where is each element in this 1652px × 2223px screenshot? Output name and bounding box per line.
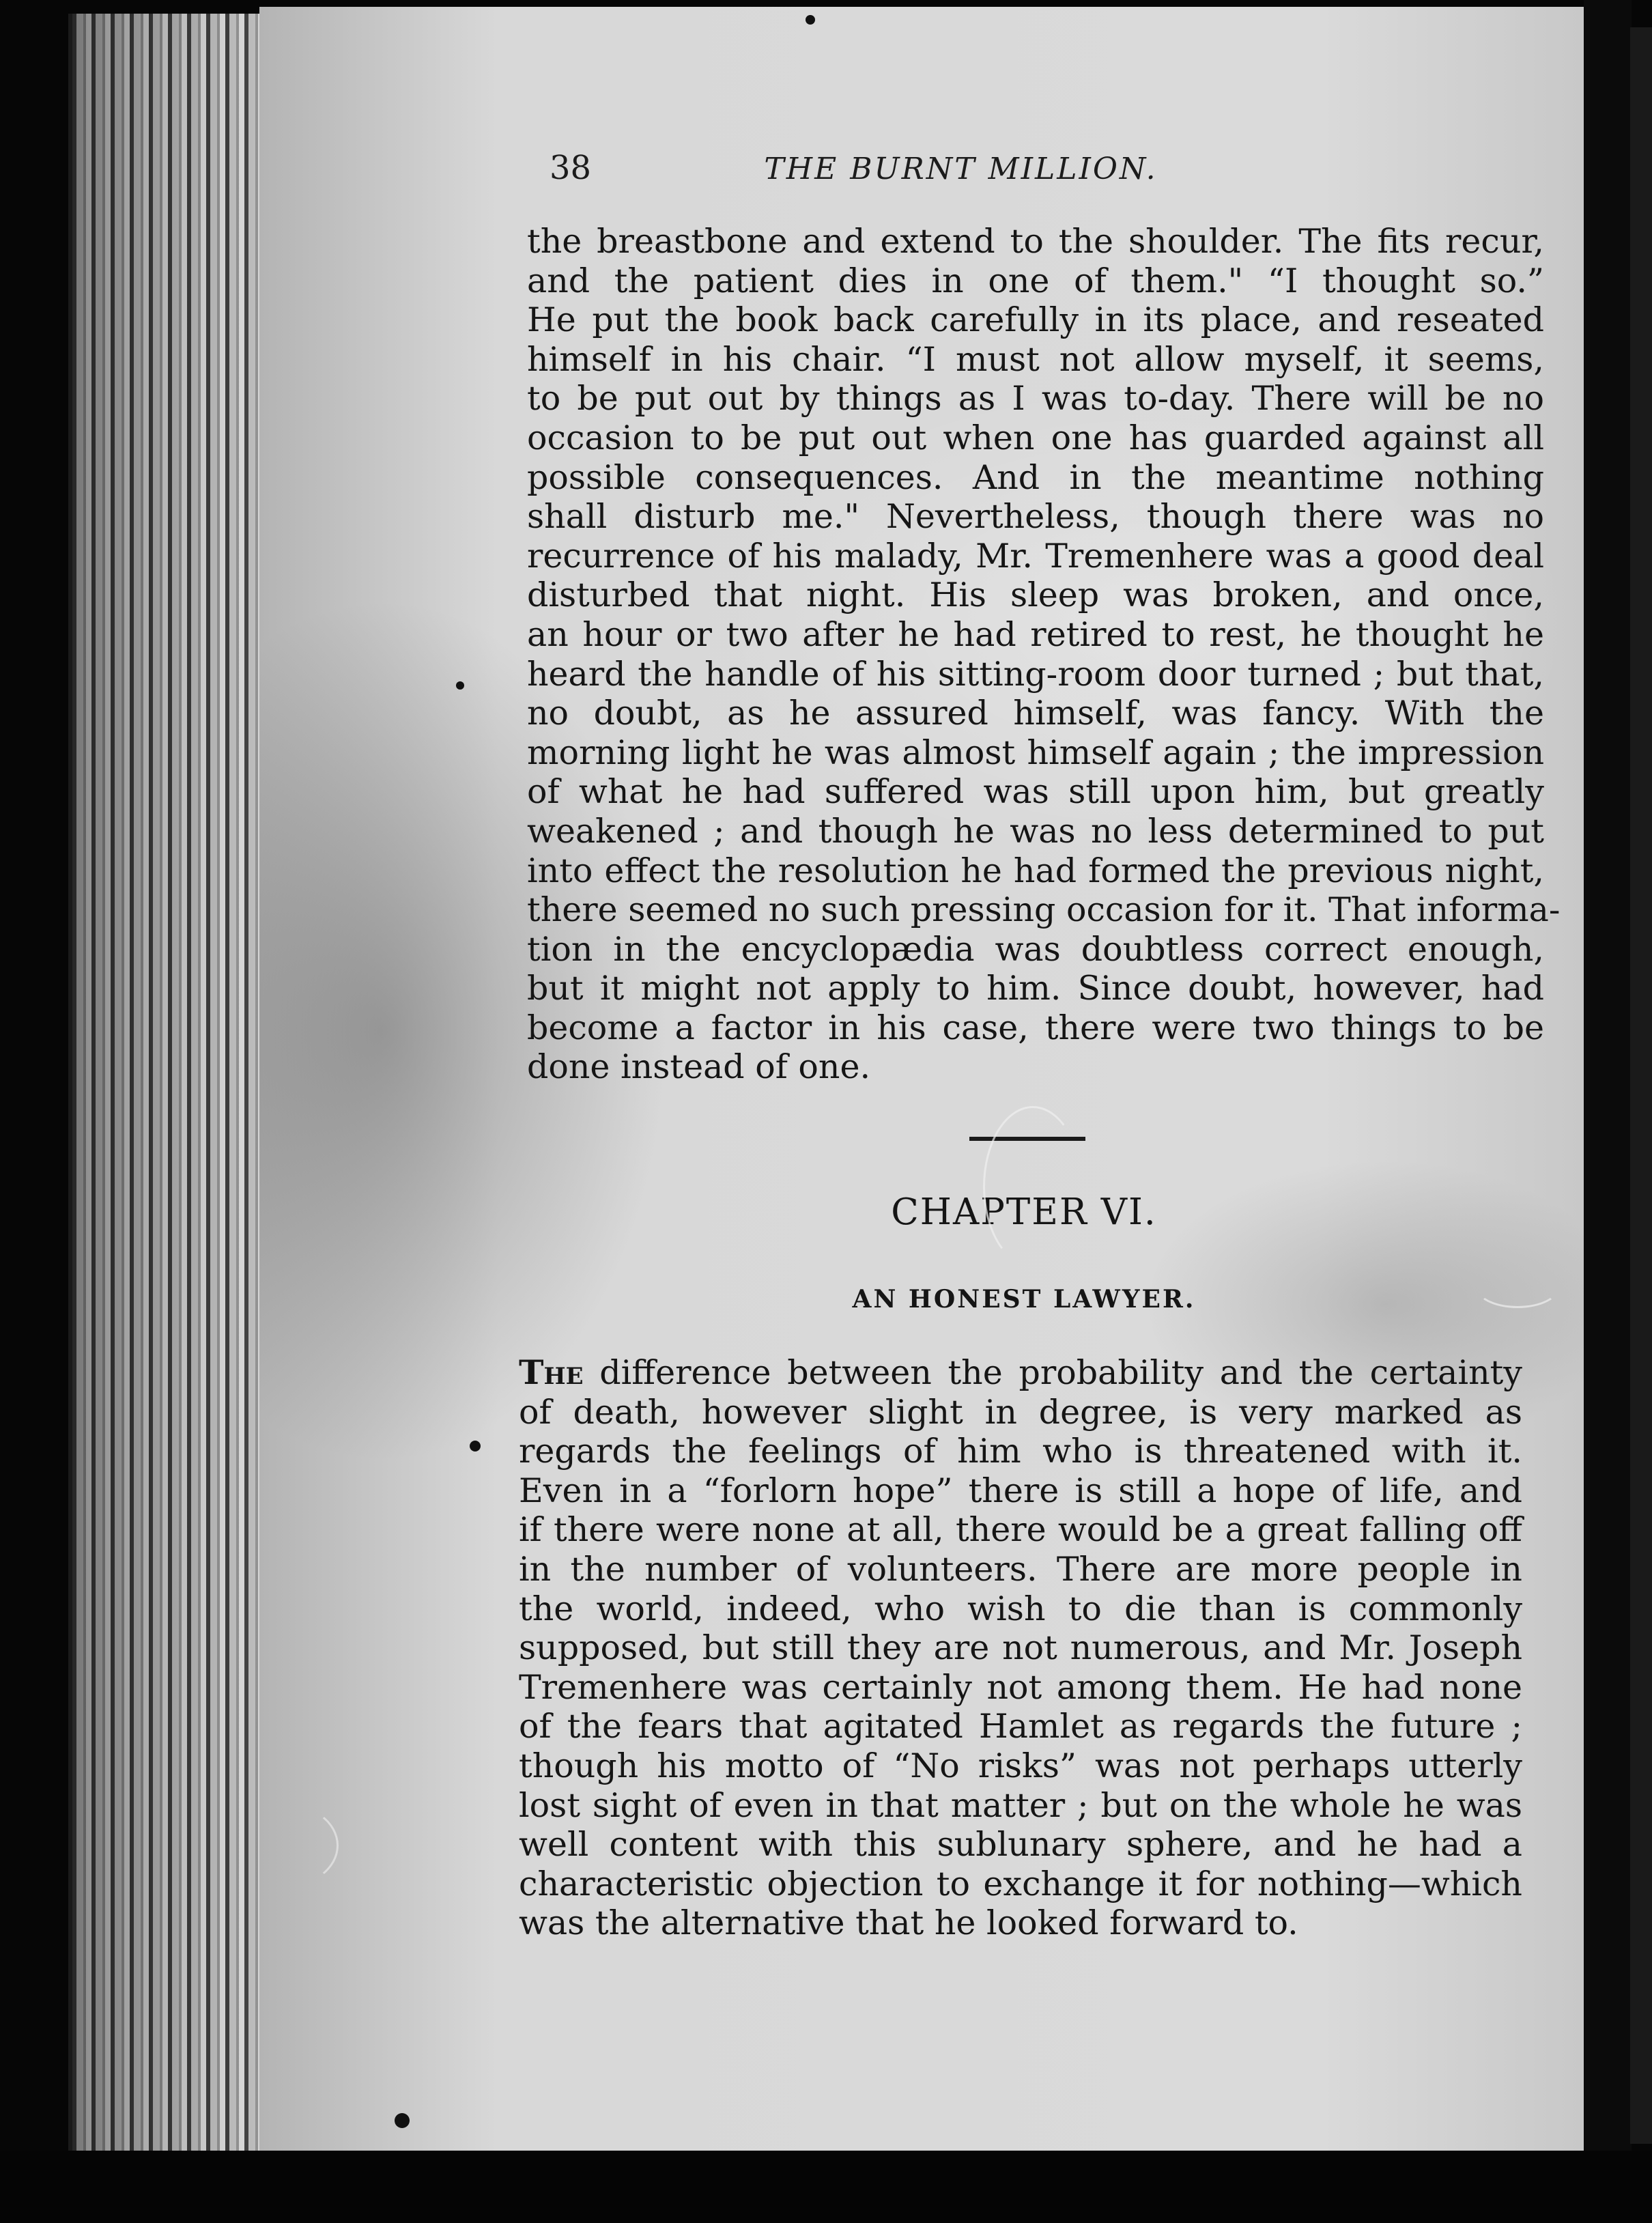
text-line: heard the handle of his sitting-room door turned ; but that, [527,654,1544,694]
ink-speck [395,2113,410,2128]
text-line: morning light he was almost himself again ; the impression [527,733,1544,772]
text-line: occasion to be put out when one has guarded against all [527,418,1544,457]
facing-page-edge [1630,27,1652,2144]
text-line: done instead of one. [527,1047,871,1087]
text-line: but it might not apply to him. Since doubt, however, had [527,969,1544,1008]
text-line: into effect the resolution he had formed the previous night, [527,851,1544,890]
ink-speck [470,1441,481,1452]
text-line: shall disturb me." Nevertheless, though there was no [527,497,1544,537]
text-line: was the alternative that he looked forward to. [519,1903,1298,1943]
text-line: He put the book back carefully in its place, and reseated [527,300,1544,340]
ink-speck [806,15,815,25]
first-line-text: difference between the probability and the certainty [583,1353,1522,1392]
text-line: regards the feelings of him who is threatened with it. [519,1432,1522,1471]
text-line: of the fears that agitated Hamlet as regards the future ; [519,1707,1522,1746]
text-line: lost sight of even in that matter ; but on the whole he was [519,1785,1522,1825]
text-line: Tremenhere was certainly not among them. He had none [519,1667,1522,1707]
text-line: an hour or two after he had retired to rest, he thought he [527,614,1544,654]
text-line: there seemed no such pressing occasion for it. That informa- [527,890,1561,930]
text-line: of death, however slight in degree, is very marked as [519,1392,1522,1432]
scan-bottom-margin [0,2151,1652,2223]
scan-scratch [983,1106,1083,1267]
page-number: 38 [550,149,592,187]
text-line: become a factor in his case, there were two things to be [527,1008,1544,1047]
text-line: if there were none at all, there would be a great falling off [519,1510,1522,1550]
scan-scratch [1475,1263,1561,1308]
text-line: supposed, but still they are not numerous, and Mr. Joseph [519,1628,1522,1668]
text-line: in the number of volunteers. There are more people in [519,1549,1522,1589]
paragraph-2-first-line [519,1353,1522,1393]
text-line: to be put out by things as I was to-day. There will be no [527,379,1544,419]
text-line: recurrence of his malady, Mr. Tremenhere was a good deal [527,536,1544,576]
drop-word: The [519,1353,584,1392]
chapter-title: CHAPTER VI. [891,1191,1157,1233]
running-title: THE BURNT MILLION. [764,152,1158,186]
text-line: no doubt, as he assured himself, was fancy. With the [527,694,1544,733]
text-line: characteristic objection to exchange it for nothing—which [519,1864,1522,1903]
text-line: possible consequences. And in the meantime nothing [527,457,1544,497]
paragraph-2 [519,1353,1522,1943]
text-line: the world, indeed, who wish to die than is commonly [519,1589,1522,1628]
text-line: tion in the encyclopædia was doubtless correct enough, [527,929,1544,969]
paragraph-1 [527,222,1561,1087]
text-line: the breastbone and extend to the shoulder. The fits recur, [527,222,1544,261]
ink-speck [456,681,464,690]
text-line: and the patient dies in one of them." “I thought so.” [527,261,1544,300]
scan-scratch [225,1802,339,1888]
text-line: well content with this sublunary sphere, and he had a [519,1825,1522,1865]
text-line: though his motto of “No risks” was not perhaps utterly [519,1746,1522,1785]
book-gutter [1584,0,1632,2223]
text-line: himself in his chair. “I must not allow myself, it seems, [527,339,1544,379]
text-line: disturbed that night. His sleep was broken, and once, [527,576,1544,615]
text-line: of what he had suffered was still upon him, but greatly [527,772,1544,812]
chapter-subtitle: AN HONEST LAWYER. [852,1285,1196,1314]
text-line: Even in a “forlorn hope” there is still a hope of life, and [519,1471,1522,1510]
running-header [550,149,1270,190]
text-line: weakened ; and though he was no less determined to put [527,811,1544,851]
